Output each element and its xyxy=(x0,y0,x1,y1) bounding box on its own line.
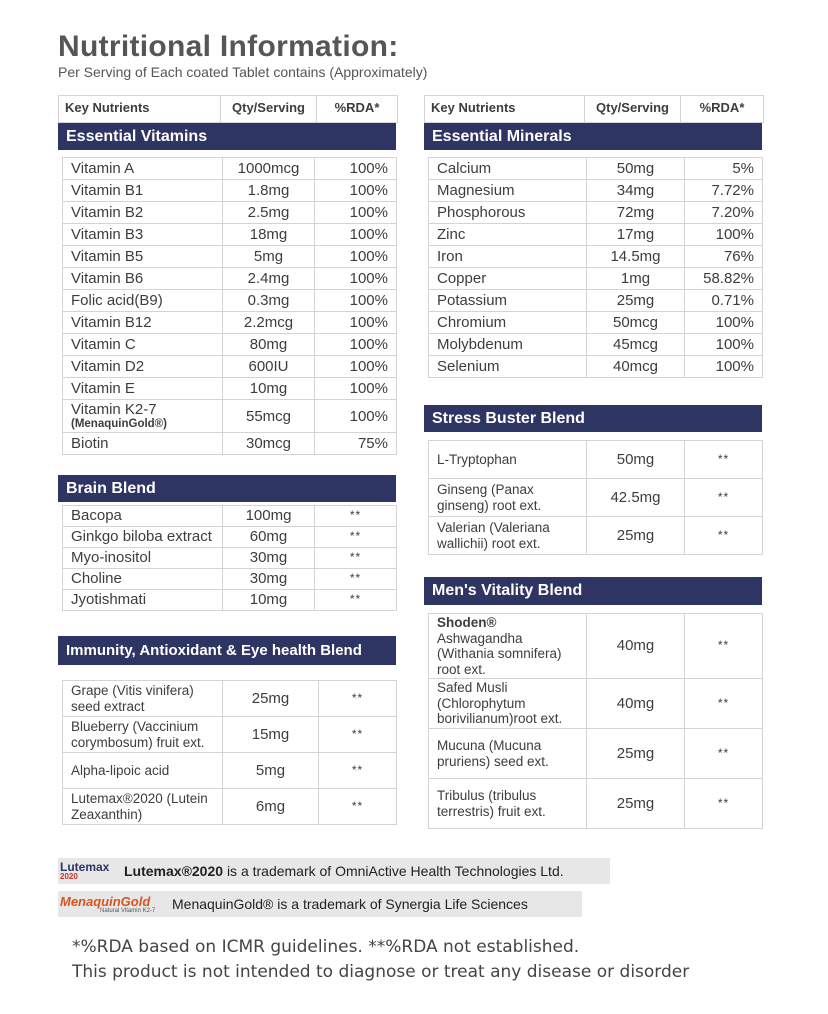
table-row xyxy=(429,312,763,334)
nutrient-name-text: Bacopa xyxy=(71,507,122,525)
nutrient-name-text: Biotin xyxy=(71,435,109,453)
nutrient-name xyxy=(429,224,587,246)
section-heading-vitamins: Essential Vitamins xyxy=(58,123,396,150)
nutrient-qty: 45mcg xyxy=(587,334,685,356)
nutrient-name-text: Folic acid(B9) xyxy=(71,291,163,309)
nutrient-name xyxy=(63,681,223,717)
nutrient-qty: 50mg xyxy=(587,158,685,180)
nutrient-rda: ** xyxy=(319,717,397,753)
nutrient-rda: ** xyxy=(685,441,763,479)
nutrient-name-text: Vitamin A xyxy=(71,159,135,177)
table-row xyxy=(63,202,397,224)
nutrient-name xyxy=(429,158,587,180)
nutrient-rda: 100% xyxy=(315,180,397,202)
nutrient-qty: 1.8mg xyxy=(223,180,315,202)
nutrient-qty: 72mg xyxy=(587,202,685,224)
table-row xyxy=(429,180,763,202)
nutrient-rda: 100% xyxy=(685,312,763,334)
table-row xyxy=(429,779,763,829)
nutrient-name-text: Lutemax®2020 (Lutein Zeaxanthin) xyxy=(71,790,208,822)
lutemax-logo xyxy=(60,860,118,882)
table-row xyxy=(63,527,397,548)
nutrient-name xyxy=(429,441,587,479)
nutrient-rda: ** xyxy=(315,590,397,611)
table-row xyxy=(63,400,397,433)
menaquin-trademark-bar xyxy=(58,891,582,917)
nutrient-name xyxy=(63,433,223,455)
nutrient-qty: 2.4mg xyxy=(223,268,315,290)
nutrient-qty: 50mcg xyxy=(587,312,685,334)
nutrient-name-text: Vitamin B1 xyxy=(71,181,144,199)
nutrient-qty: 25mg xyxy=(587,517,685,555)
nutrient-rda: ** xyxy=(685,729,763,779)
nutrient-name-text: Jyotishmati xyxy=(71,591,147,609)
nutrient-name xyxy=(63,717,223,753)
footnote-disclaimer: This product is not intended to diagnose or treat any disease or disorder xyxy=(72,962,690,982)
nutrient-name-text: Blueberry (Vaccinium corymbosum) fruit ext. xyxy=(71,718,205,750)
footnote-rda: *%RDA based on ICMR guidelines. **%RDA not established. xyxy=(72,937,580,957)
nutrient-name-text: Iron xyxy=(437,247,463,265)
nutrient-name-text: Magnesium xyxy=(437,181,515,199)
table-row xyxy=(429,729,763,779)
nutrient-name-text: Ginkgo biloba extract xyxy=(71,528,212,546)
nutrient-rda: ** xyxy=(319,753,397,789)
nutrient-qty: 5mg xyxy=(223,246,315,268)
lutemax-logo-year: 2020 xyxy=(60,872,78,881)
page-subtitle: Per Serving of Each coated Tablet contains (Approximately) xyxy=(58,64,428,80)
nutrient-rda: 0.71% xyxy=(685,290,763,312)
table-row xyxy=(429,158,763,180)
nutrient-qty: 2.5mg xyxy=(223,202,315,224)
nutrient-qty: 25mg xyxy=(587,290,685,312)
nutrient-name-text: Valerian (Valeriana wallichii) root ext. xyxy=(437,519,550,551)
right-column-header xyxy=(424,95,764,123)
section-heading-immunity: Immunity, Antioxidant & Eye health Blend xyxy=(58,636,396,665)
nutrient-name xyxy=(429,246,587,268)
nutrient-name-text: Vitamin B3 xyxy=(71,225,144,243)
table-row xyxy=(429,441,763,479)
nutrient-rda: 100% xyxy=(315,158,397,180)
table-row xyxy=(63,753,397,789)
nutrient-name-text: Vitamin B12 xyxy=(71,313,152,331)
nutrient-name xyxy=(429,356,587,378)
vitamins-table xyxy=(62,157,397,455)
table-row xyxy=(63,569,397,590)
nutrient-name-text: Copper xyxy=(437,269,487,287)
header-key-nutrients: Key Nutrients xyxy=(59,96,221,122)
nutrient-name xyxy=(429,202,587,224)
nutrient-rda: 100% xyxy=(685,224,763,246)
nutrient-rda: ** xyxy=(685,517,763,555)
table-row xyxy=(429,246,763,268)
nutrient-rda: ** xyxy=(685,779,763,829)
nutrient-rda: 100% xyxy=(685,334,763,356)
header-rda-right: %RDA* xyxy=(699,100,745,115)
nutrient-name-text: Grape (Vitis vinifera) seed extract xyxy=(71,682,194,714)
nutrient-rda: ** xyxy=(685,614,763,679)
brain-blend-table xyxy=(62,505,397,611)
nutrient-name-text: Phosphorous xyxy=(437,203,526,221)
nutrient-rda: 100% xyxy=(315,356,397,378)
menaquin-logo xyxy=(60,893,168,915)
nutrient-name-text: Ashwagandha (Withania somnifera) root ext. xyxy=(437,630,562,677)
lutemax-logo-text: Lutemax xyxy=(60,860,110,874)
nutrient-qty: 25mg xyxy=(587,729,685,779)
header-qty-serving-right: Qty/Serving xyxy=(585,96,681,122)
nutrient-rda: 100% xyxy=(315,334,397,356)
nutrient-qty: 40mg xyxy=(587,679,685,729)
nutrient-qty: 14.5mg xyxy=(587,246,685,268)
nutrient-name xyxy=(429,729,587,779)
menaquin-logo-text: MenaquinGold xyxy=(60,893,151,909)
table-row xyxy=(63,548,397,569)
nutrient-name xyxy=(63,527,223,548)
nutrient-qty: 34mg xyxy=(587,180,685,202)
nutrient-name-text: Molybdenum xyxy=(437,335,523,353)
nutrient-name-text: Chromium xyxy=(437,313,507,331)
nutrient-rda: 76% xyxy=(685,246,763,268)
vitality-blend-table xyxy=(428,613,763,829)
table-row xyxy=(63,158,397,180)
section-heading-stress: Stress Buster Blend xyxy=(424,405,762,432)
nutrient-name xyxy=(63,506,223,527)
nutrient-rda: 100% xyxy=(315,224,397,246)
table-row xyxy=(429,202,763,224)
nutrient-qty: 50mg xyxy=(587,441,685,479)
nutrient-name-text: Vitamin B6 xyxy=(71,269,144,287)
nutrient-qty: 18mg xyxy=(223,224,315,246)
nutrient-rda: 100% xyxy=(315,268,397,290)
table-row xyxy=(429,224,763,246)
nutrient-qty: 17mg xyxy=(587,224,685,246)
nutrient-qty: 0.3mg xyxy=(223,290,315,312)
nutrient-name-text: Choline xyxy=(71,570,122,588)
nutrient-qty: 40mcg xyxy=(587,356,685,378)
nutrient-name xyxy=(63,753,223,789)
nutrient-qty: 6mg xyxy=(223,789,319,825)
nutrient-qty: 80mg xyxy=(223,334,315,356)
nutrient-name-text: L-Tryptophan xyxy=(437,451,517,467)
nutrient-name-text: Zinc xyxy=(437,225,466,243)
lutemax-trademark-text: is a trademark of OmniActive Health Technologies Ltd. xyxy=(226,863,564,879)
table-row xyxy=(63,180,397,202)
nutrient-name xyxy=(63,180,223,202)
section-heading-vitality: Men's Vitality Blend xyxy=(424,577,762,605)
nutrient-qty: 25mg xyxy=(587,779,685,829)
nutrient-rda: ** xyxy=(315,506,397,527)
stress-blend-table xyxy=(428,440,763,555)
nutrient-rda: 100% xyxy=(685,356,763,378)
table-row xyxy=(63,590,397,611)
table-row xyxy=(63,378,397,400)
nutrient-brand: Shoden® xyxy=(437,615,497,630)
nutrient-name xyxy=(63,334,223,356)
table-row xyxy=(63,356,397,378)
table-row xyxy=(429,479,763,517)
header-key-nutrients-right: Key Nutrients xyxy=(425,96,585,122)
nutrient-rda: 75% xyxy=(315,433,397,455)
nutrient-rda: 5% xyxy=(685,158,763,180)
header-rda: %RDA* xyxy=(334,100,380,115)
nutrient-qty: 5mg xyxy=(223,753,319,789)
nutrient-name-text: Safed Musli (Chlorophytum borivilianum)root ext. xyxy=(437,680,563,727)
nutrient-name xyxy=(429,290,587,312)
nutrient-rda: 100% xyxy=(315,378,397,400)
nutrient-name-text: Vitamin K2-7 xyxy=(71,401,157,418)
left-column-header xyxy=(58,95,398,123)
nutrient-rda: 58.82% xyxy=(685,268,763,290)
nutrient-qty: 30mcg xyxy=(223,433,315,455)
immunity-blend-table xyxy=(62,680,397,825)
table-row xyxy=(63,789,397,825)
nutrient-qty: 100mg xyxy=(223,506,315,527)
nutrient-name xyxy=(63,569,223,590)
nutrient-name-text: Alpha-lipoic acid xyxy=(71,762,170,778)
nutrient-name-text: Mucuna (Mucuna pruriens) seed ext. xyxy=(437,738,549,769)
menaquin-brand: MenaquinGold® xyxy=(172,896,274,912)
nutrient-name xyxy=(63,268,223,290)
nutrient-qty: 25mg xyxy=(223,681,319,717)
table-row xyxy=(63,290,397,312)
table-row xyxy=(63,268,397,290)
section-heading-minerals: Essential Minerals xyxy=(424,123,762,150)
table-row xyxy=(63,433,397,455)
table-row xyxy=(429,517,763,555)
nutrient-name-text: Myo-inositol xyxy=(71,549,152,567)
nutrient-rda: 100% xyxy=(315,312,397,334)
nutrient-name xyxy=(429,334,587,356)
nutrient-name xyxy=(429,614,587,679)
nutrient-name xyxy=(63,290,223,312)
nutrient-rda: ** xyxy=(315,569,397,590)
nutrient-rda: ** xyxy=(315,548,397,569)
nutrient-name xyxy=(429,268,587,290)
table-row xyxy=(429,614,763,679)
menaquin-logo-tagline: Natural Vitamin K2-7 xyxy=(100,907,156,914)
nutrient-qty: 600IU xyxy=(223,356,315,378)
nutrient-qty: 30mg xyxy=(223,569,315,590)
nutrient-name-text: Vitamin B2 xyxy=(71,203,144,221)
nutrient-name-text: Vitamin D2 xyxy=(71,357,145,375)
table-row xyxy=(63,506,397,527)
nutrient-qty: 10mg xyxy=(223,590,315,611)
nutrient-qty: 55mcg xyxy=(223,400,315,433)
nutrient-qty: 2.2mcg xyxy=(223,312,315,334)
nutrient-name-text: Tribulus (tribulus terrestris) fruit ext. xyxy=(437,788,546,819)
nutrient-rda: ** xyxy=(319,789,397,825)
table-row xyxy=(63,312,397,334)
nutrient-name-text: Potassium xyxy=(437,291,508,309)
table-row xyxy=(429,334,763,356)
page-title: Nutritional Information: xyxy=(58,30,399,63)
header-qty-serving: Qty/Serving xyxy=(221,96,317,122)
nutrient-name xyxy=(63,246,223,268)
nutrient-name-text: Vitamin B5 xyxy=(71,247,144,265)
nutrient-name-text: Vitamin E xyxy=(71,379,135,397)
nutrient-name xyxy=(63,590,223,611)
nutrient-rda: ** xyxy=(315,527,397,548)
nutrient-name xyxy=(63,224,223,246)
nutrient-name xyxy=(429,479,587,517)
table-row xyxy=(429,356,763,378)
nutrient-rda: 100% xyxy=(315,246,397,268)
nutrient-rda: 7.72% xyxy=(685,180,763,202)
nutrient-name xyxy=(63,312,223,334)
nutrient-name xyxy=(429,779,587,829)
lutemax-trademark-bar xyxy=(58,858,610,884)
nutrient-name-text: Ginseng (Panax ginseng) root ext. xyxy=(437,481,542,513)
nutrient-qty: 30mg xyxy=(223,548,315,569)
nutrient-name xyxy=(63,356,223,378)
table-row xyxy=(429,268,763,290)
nutrient-name xyxy=(429,180,587,202)
table-row xyxy=(63,681,397,717)
nutrient-name xyxy=(429,312,587,334)
nutrient-qty: 1mg xyxy=(587,268,685,290)
nutrient-rda: 100% xyxy=(315,290,397,312)
table-row xyxy=(63,246,397,268)
nutrient-rda: 7.20% xyxy=(685,202,763,224)
table-row xyxy=(429,290,763,312)
nutrient-name xyxy=(63,400,223,433)
nutrient-rda: 100% xyxy=(315,400,397,433)
nutrient-rda: 100% xyxy=(315,202,397,224)
nutrient-name xyxy=(63,378,223,400)
nutrient-name xyxy=(429,679,587,729)
lutemax-brand: Lutemax®2020 xyxy=(124,863,224,879)
nutrient-qty: 1000mcg xyxy=(223,158,315,180)
nutrient-name xyxy=(63,548,223,569)
menaquin-trademark-text: is a trademark of Synergia Life Sciences xyxy=(277,896,528,912)
nutrient-rda: ** xyxy=(685,479,763,517)
nutrient-name-text: Selenium xyxy=(437,357,500,375)
table-row xyxy=(63,224,397,246)
nutrient-subname: (MenaquinGold®) xyxy=(71,418,167,431)
nutrient-rda: ** xyxy=(685,679,763,729)
nutrient-qty: 60mg xyxy=(223,527,315,548)
table-row xyxy=(63,717,397,753)
nutrient-name-text: Vitamin C xyxy=(71,335,136,353)
nutrient-name xyxy=(429,517,587,555)
nutrient-qty: 15mg xyxy=(223,717,319,753)
table-row xyxy=(63,334,397,356)
nutrient-name xyxy=(63,158,223,180)
section-heading-brain: Brain Blend xyxy=(58,475,396,502)
minerals-table xyxy=(428,157,763,378)
nutrient-qty: 10mg xyxy=(223,378,315,400)
table-row xyxy=(429,679,763,729)
nutrient-qty: 40mg xyxy=(587,614,685,679)
nutrient-rda: ** xyxy=(319,681,397,717)
nutrient-name xyxy=(63,202,223,224)
nutrient-qty: 42.5mg xyxy=(587,479,685,517)
nutrient-name-text: Calcium xyxy=(437,159,492,177)
nutrient-name xyxy=(63,789,223,825)
